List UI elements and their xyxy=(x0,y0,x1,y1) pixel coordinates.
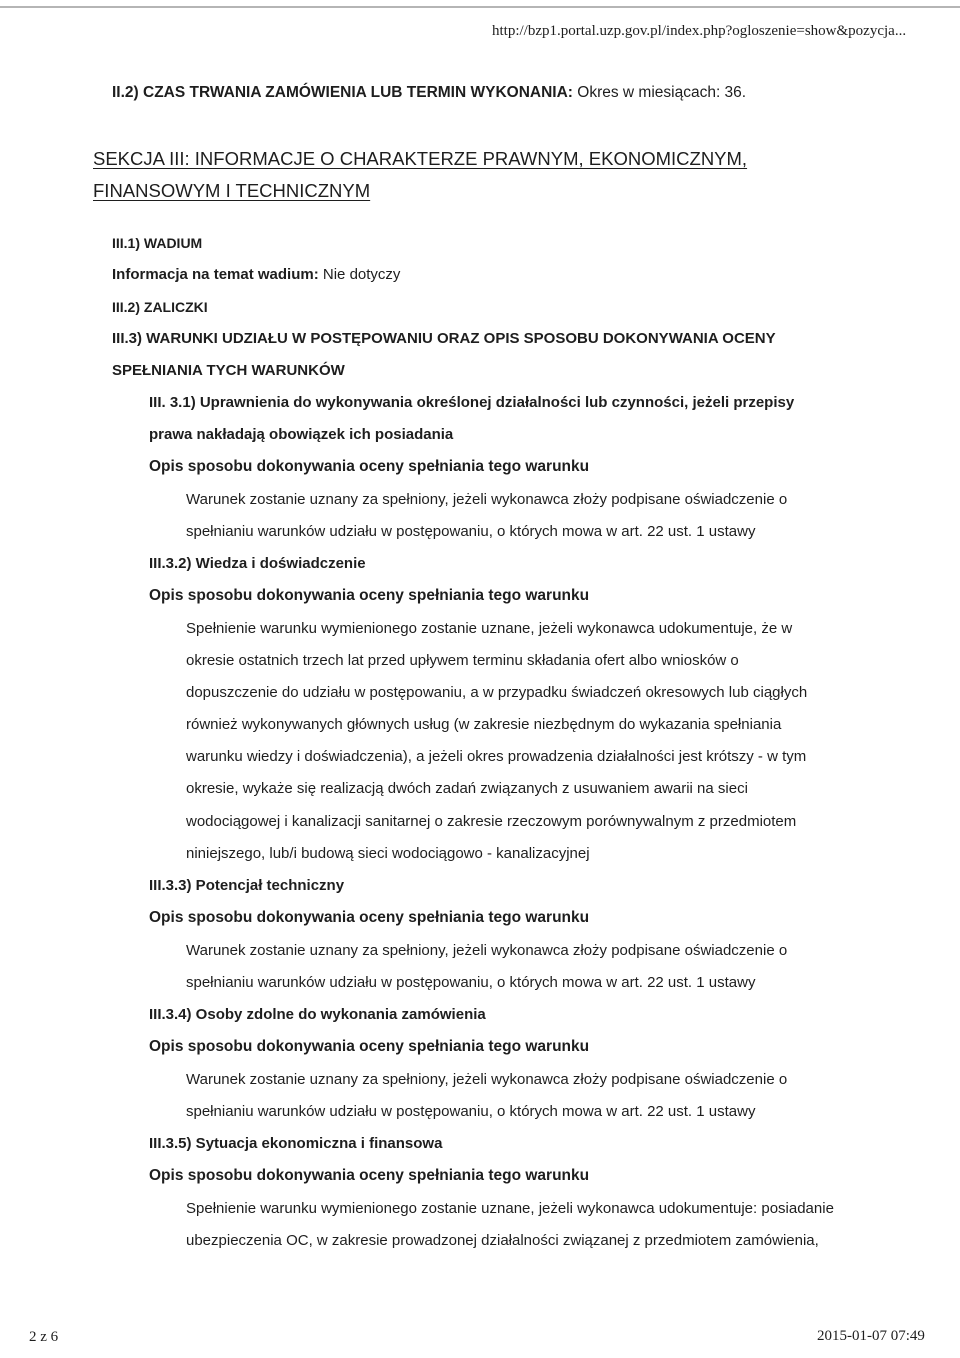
sytuacja-opis-label: Opis sposobu dokonywania oceny spełniania tego warunku xyxy=(149,1167,590,1184)
wiedza-text-line: wodociągowej i kanalizacji sanitarnej o zakresie rzeczowym porównywalnym z przedmiotem xyxy=(186,813,797,830)
uprawnienia-heading-line1: III. 3.1) Uprawnienia do wykonywania określonej działalności lub czynności, jeżeli przepisy xyxy=(149,394,795,411)
uprawnienia-text-line1: Warunek zostanie uznany za spełniony, jeżeli wykonawca złoży podpisane oświadczenie o xyxy=(186,491,788,508)
sytuacja-text-line2: ubezpieczenia OC, w zakresie prowadzonej działalności związanej z przedmiotem zamówienia, xyxy=(186,1232,819,1249)
potencjal-heading: III.3.3) Potencjał techniczny xyxy=(149,877,345,894)
osoby-text-line1: Warunek zostanie uznany za spełniony, jeżeli wykonawca złoży podpisane oświadczenie o xyxy=(186,1071,788,1088)
wiedza-text-line: niniejszego, lub/i budową sieci wodociągowo - kanalizacyjnej xyxy=(186,845,590,862)
osoby-heading: III.3.4) Osoby zdolne do wykonania zamówienia xyxy=(149,1006,486,1023)
wadium-value: Nie dotyczy xyxy=(322,266,401,283)
sytuacja-heading: III.3.5) Sytuacja ekonomiczna i finansowa xyxy=(149,1135,443,1152)
osoby-opis-label: Opis sposobu dokonywania oceny spełniania tego warunku xyxy=(149,1038,590,1055)
wiedza-text-line: również wykonywanych głównych usług (w zakresie niezbędnym do wykazania spełniania xyxy=(186,716,782,733)
uprawnienia-text-line2: spełnianiu warunków udziału w postępowaniu, o których mowa w art. 22 ust. 1 ustawy xyxy=(186,523,756,540)
uprawnienia-opis-label: Opis sposobu dokonywania oceny spełniania tego warunku xyxy=(149,458,590,475)
print-datetime: 2015-01-07 07:49 xyxy=(817,1328,925,1344)
section-title-line2: FINANSOWYM I TECHNICZNYM xyxy=(93,180,371,201)
zaliczki-heading: III.2) ZALICZKI xyxy=(112,299,208,315)
page-number: 2 z 6 xyxy=(29,1329,59,1345)
wiedza-heading: III.3.2) Wiedza i doświadczenie xyxy=(149,555,366,572)
uprawnienia-heading-line2: prawa nakładają obowiązek ich posiadania xyxy=(149,426,454,443)
osoby-text-line2: spełnianiu warunków udziału w postępowaniu, o których mowa w art. 22 ust. 1 ustawy xyxy=(186,1103,756,1120)
wadium-heading: III.1) WADIUM xyxy=(112,235,203,251)
duration-label: II.2) CZAS TRWANIA ZAMÓWIENIA LUB TERMIN WYKONANIA: xyxy=(112,84,573,101)
duration-row xyxy=(112,84,746,102)
header-url: http://bzp1.portal.uzp.gov.pl/index.php?ogloszenie=show&pozycja... xyxy=(492,23,907,39)
wiedza-text-line: warunku wiedzy i doświadczenia), a jeżeli okres prowadzenia działalności jest krótszy - w tym xyxy=(186,748,807,765)
wiedza-text-line: Spełnienie warunku wymienionego zostanie uznane, jeżeli wykonawca udokumentuje, że w xyxy=(186,620,793,637)
potencjal-text-line1: Warunek zostanie uznany za spełniony, jeżeli wykonawca złoży podpisane oświadczenie o xyxy=(186,942,788,959)
wadium-label: Informacja na temat wadium: xyxy=(112,266,319,283)
sytuacja-text-line1: Spełnienie warunku wymienionego zostanie uznane, jeżeli wykonawca udokumentuje: posiadanie xyxy=(186,1200,834,1217)
warunki-heading-line1: III.3) WARUNKI UDZIAŁU W POSTĘPOWANIU ORAZ OPIS SPOSOBU DOKONYWANIA OCENY xyxy=(112,330,776,347)
warunki-heading-line2: SPEŁNIANIA TYCH WARUNKÓW xyxy=(112,362,345,379)
section-title-line1: SEKCJA III: INFORMACJE O CHARAKTERZE PRAWNYM, EKONOMICZNYM, xyxy=(93,148,748,169)
top-divider xyxy=(0,6,960,8)
potencjal-opis-label: Opis sposobu dokonywania oceny spełniania tego warunku xyxy=(149,909,590,926)
wiedza-text-line: okresie, wykaże się realizacją dwóch zadań związanych z usuwaniem awarii na sieci xyxy=(186,780,748,797)
duration-value: Okres w miesiącach: 36. xyxy=(577,84,747,101)
potencjal-text-line2: spełnianiu warunków udziału w postępowaniu, o których mowa w art. 22 ust. 1 ustawy xyxy=(186,974,756,991)
wiedza-text-line: okresie ostatnich trzech lat przed upływem terminu składania ofert albo wniosków o xyxy=(186,652,739,669)
wiedza-opis-label: Opis sposobu dokonywania oceny spełniania tego warunku xyxy=(149,587,590,604)
wadium-row xyxy=(112,266,400,284)
wiedza-text-line: dopuszczenie do udziału w postępowaniu, a w przypadku świadczeń okresowych lub ciągłych xyxy=(186,684,808,701)
